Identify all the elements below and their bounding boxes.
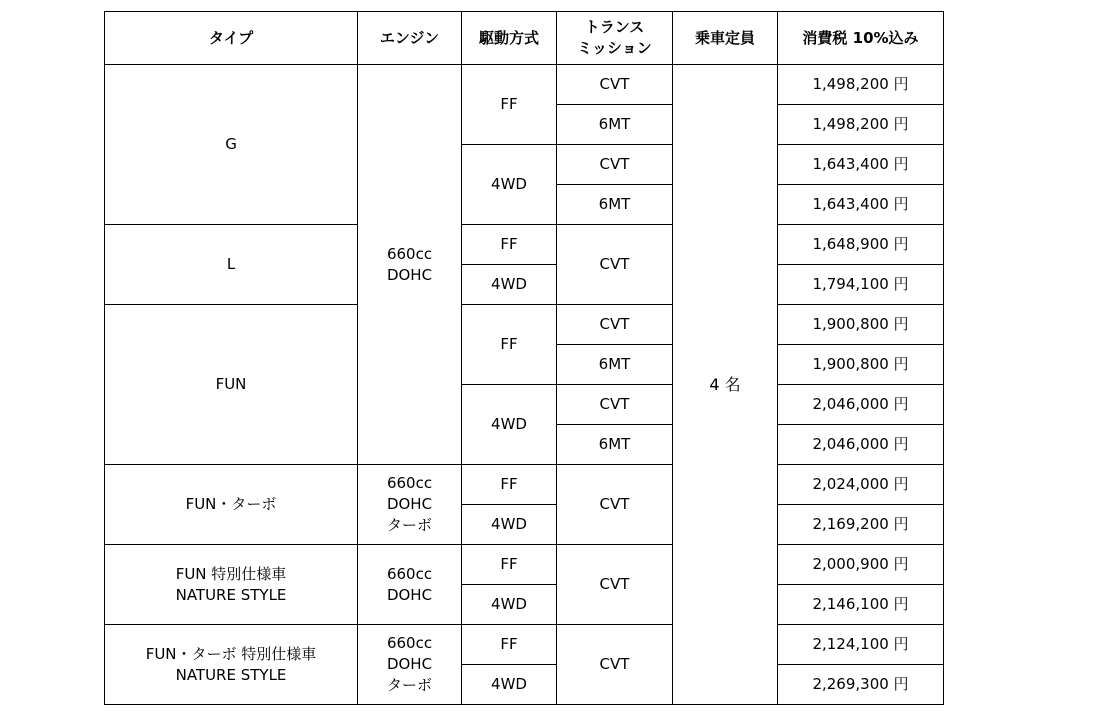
drive-cell: FF bbox=[462, 225, 557, 265]
header-type: タイプ bbox=[105, 12, 358, 65]
drive-cell: 4WD bbox=[462, 505, 557, 545]
header-transmission-line-1: トランス bbox=[584, 18, 645, 36]
price-cell: 1,498,200 円 bbox=[778, 65, 944, 105]
table-row bbox=[105, 625, 944, 665]
engine-line: DOHC bbox=[386, 655, 433, 673]
price-cell: 1,648,900 円 bbox=[778, 225, 944, 265]
type-cell-l bbox=[105, 225, 358, 305]
transmission-cell: CVT bbox=[557, 225, 673, 305]
price-cell: 2,269,300 円 bbox=[778, 665, 944, 705]
price-cell: 2,169,200 円 bbox=[778, 505, 944, 545]
transmission-cell: CVT bbox=[557, 545, 673, 625]
engine-line: 660cc bbox=[386, 564, 433, 583]
type-cell-g bbox=[105, 65, 358, 225]
header-transmission bbox=[557, 12, 673, 65]
table-row bbox=[105, 65, 944, 105]
drive-cell: FF bbox=[462, 305, 557, 385]
price-cell: 1,900,800 円 bbox=[778, 305, 944, 345]
drive-cell: FF bbox=[462, 465, 557, 505]
drive-cell: 4WD bbox=[462, 665, 557, 705]
transmission-cell: CVT bbox=[557, 145, 673, 185]
price-cell: 1,643,400 円 bbox=[778, 185, 944, 225]
engine-cell-dohc bbox=[358, 65, 462, 465]
type-cell-fun-turbo-nature bbox=[105, 625, 358, 705]
transmission-cell: 6MT bbox=[557, 185, 673, 225]
type-label: FUN・ターボ bbox=[185, 495, 277, 513]
type-label: NATURE STYLE bbox=[175, 665, 287, 684]
price-cell: 1,900,800 円 bbox=[778, 345, 944, 385]
price-cell: 2,146,100 円 bbox=[778, 585, 944, 625]
header-seats: 乗車定員 bbox=[673, 12, 778, 65]
type-cell-fun bbox=[105, 305, 358, 465]
table-row bbox=[105, 545, 944, 585]
engine-cell-turbo bbox=[358, 625, 462, 705]
type-label: FUN 特別仕様車 bbox=[175, 564, 287, 583]
header-drive: 駆動方式 bbox=[462, 12, 557, 65]
table-row bbox=[105, 225, 944, 265]
table-row bbox=[105, 465, 944, 505]
type-cell-fun-nature bbox=[105, 545, 358, 625]
type-label: FUN・ターボ 特別仕様車 bbox=[145, 644, 317, 663]
drive-cell: FF bbox=[462, 65, 557, 145]
transmission-cell: 6MT bbox=[557, 105, 673, 145]
table-row bbox=[105, 305, 944, 345]
price-cell: 1,643,400 円 bbox=[778, 145, 944, 185]
price-cell: 2,124,100 円 bbox=[778, 625, 944, 665]
transmission-cell: CVT bbox=[557, 65, 673, 105]
price-cell: 2,024,000 円 bbox=[778, 465, 944, 505]
drive-cell: FF bbox=[462, 625, 557, 665]
transmission-cell: CVT bbox=[557, 625, 673, 705]
engine-line: DOHC bbox=[386, 585, 433, 604]
price-cell: 2,046,000 円 bbox=[778, 385, 944, 425]
drive-cell: 4WD bbox=[462, 385, 557, 465]
engine-line: DOHC bbox=[386, 495, 433, 513]
transmission-cell: CVT bbox=[557, 385, 673, 425]
header-price: 消費税 10%込み bbox=[778, 12, 944, 65]
price-cell: 1,794,100 円 bbox=[778, 265, 944, 305]
engine-line: 660cc bbox=[386, 244, 433, 263]
transmission-cell: 6MT bbox=[557, 425, 673, 465]
type-label: G bbox=[225, 135, 237, 153]
drive-cell: FF bbox=[462, 545, 557, 585]
engine-line: 660cc bbox=[386, 634, 433, 652]
price-table bbox=[104, 11, 944, 705]
engine-line: 660cc bbox=[386, 474, 433, 492]
engine-line: ターボ bbox=[386, 516, 432, 534]
price-cell: 2,000,900 円 bbox=[778, 545, 944, 585]
price-cell: 2,046,000 円 bbox=[778, 425, 944, 465]
engine-line: ターボ bbox=[386, 676, 432, 694]
header-transmission-line-2: ミッション bbox=[577, 39, 652, 57]
engine-cell-dohc bbox=[358, 545, 462, 625]
transmission-cell: CVT bbox=[557, 305, 673, 345]
header-engine: エンジン bbox=[358, 12, 462, 65]
drive-cell: 4WD bbox=[462, 265, 557, 305]
header-row bbox=[105, 12, 944, 65]
type-label: FUN bbox=[215, 375, 247, 393]
engine-cell-turbo bbox=[358, 465, 462, 545]
seats-cell: 4 名 bbox=[673, 65, 778, 705]
engine-line: DOHC bbox=[386, 265, 433, 284]
drive-cell: 4WD bbox=[462, 585, 557, 625]
type-label: NATURE STYLE bbox=[175, 585, 287, 604]
type-label: L bbox=[226, 255, 236, 273]
drive-cell: 4WD bbox=[462, 145, 557, 225]
transmission-cell: 6MT bbox=[557, 345, 673, 385]
transmission-cell: CVT bbox=[557, 465, 673, 545]
price-cell: 1,498,200 円 bbox=[778, 105, 944, 145]
type-cell-fun-turbo bbox=[105, 465, 358, 545]
